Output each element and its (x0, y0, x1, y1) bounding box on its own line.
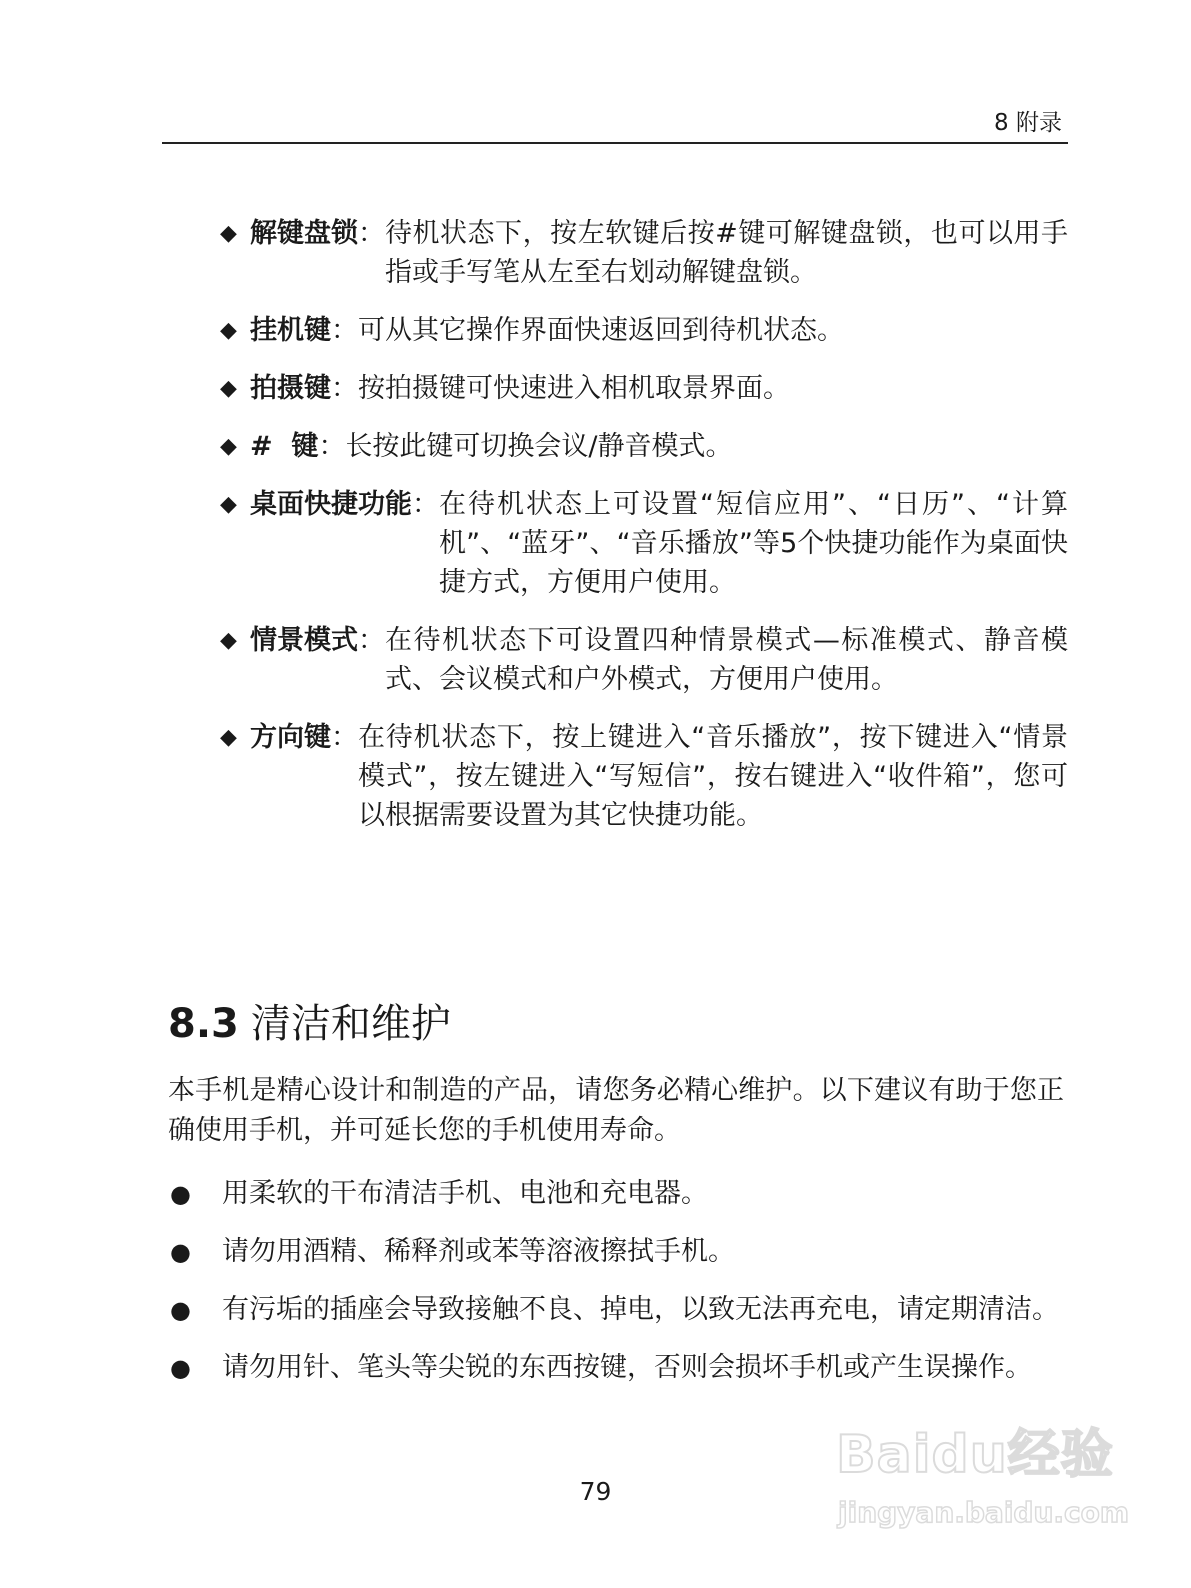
key-colon: ： (358, 218, 385, 249)
key-description: 在待机状态上可设置“短信应用”、“日历”、“计算机”、“蓝牙”、“音乐播放”等5个快捷功能作为桌面快捷方式，方便用户使用。 (439, 489, 1068, 598)
diamond-bullet-icon: ◆ (220, 725, 237, 750)
section-number: 8.3 (168, 1001, 239, 1047)
key-name: 桌面快捷功能 (250, 489, 412, 520)
list-item (220, 427, 1068, 466)
chapter-label: 8 附录 (994, 110, 1062, 136)
list-item (220, 718, 1068, 835)
key-name: 拍摄键 (250, 373, 331, 404)
care-text: 请勿用针、笔头等尖锐的东西按键，否则会损坏手机或产生误操作。 (222, 1352, 1032, 1383)
key-name: 解键盘锁 (250, 218, 358, 249)
key-name: 方向键 (250, 722, 331, 753)
diamond-bullet-icon: ◆ (220, 492, 237, 517)
key-description: 长按此键可切换会议/静音模式。 (345, 431, 733, 462)
care-text: 请勿用酒精、稀释剂或苯等溶液擦拭手机。 (222, 1236, 735, 1267)
list-item (220, 214, 1068, 292)
care-text: 有污垢的插座会导致接触不良、掉电，以致无法再充电，请定期清洁。 (222, 1294, 1059, 1325)
key-colon: ： (318, 431, 346, 462)
key-description: 在待机状态下可设置四种情景模式—标准模式、静音模式、会议模式和户外模式，方便用户使用。 (385, 625, 1068, 695)
diamond-bullet-icon: ◆ (220, 376, 237, 401)
section-title: 清洁和维护 (250, 1001, 451, 1047)
list-item (168, 1348, 1064, 1388)
list-item (168, 1290, 1064, 1330)
diamond-bullet-icon: ◆ (220, 318, 237, 343)
key-name: 挂机键 (250, 315, 331, 346)
key-colon: ： (331, 315, 358, 346)
care-list (168, 1174, 1064, 1406)
watermark-url: jingyan.baidu.com (838, 1496, 1130, 1529)
key-name: 情景模式 (250, 625, 358, 656)
watermark-brand: Baidu经验 (836, 1425, 1114, 1485)
bullet-dot-icon: ● (170, 1296, 191, 1324)
diamond-bullet-icon: ◆ (220, 434, 237, 459)
baidu-watermark (828, 1396, 1130, 1556)
list-item (220, 485, 1068, 602)
section-heading (168, 992, 451, 1049)
page-number: 79 (579, 1477, 612, 1506)
list-item (220, 621, 1068, 699)
care-text: 用柔软的干布清洁手机、电池和充电器。 (222, 1178, 708, 1209)
bullet-dot-icon: ● (170, 1354, 191, 1382)
diamond-bullet-icon: ◆ (220, 221, 237, 246)
key-description: 按拍摄键可快速进入相机取景界面。 (358, 373, 790, 404)
key-description: 在待机状态下，按上键进入“音乐播放”，按下键进入“情景模式”，按左键进入“写短信”，按右键进入“收件箱”，您可以根据需要设置为其它快捷功能。 (358, 722, 1068, 831)
page-header (162, 98, 1068, 144)
key-colon: ： (331, 722, 358, 753)
list-item (168, 1174, 1064, 1214)
bullet-dot-icon: ● (170, 1238, 191, 1266)
diamond-bullet-icon: ◆ (220, 628, 237, 653)
key-colon: ： (358, 625, 385, 656)
key-description: 待机状态下，按左软键后按#键可解键盘锁，也可以用手指或手写笔从左至右划动解键盘锁。 (385, 218, 1068, 288)
list-item (220, 311, 1068, 350)
key-function-list (220, 214, 1068, 854)
key-colon: ： (331, 373, 358, 404)
list-item (220, 369, 1068, 408)
intro-paragraph: 本手机是精心设计和制造的产品，请您务必精心维护。以下建议有助于您正确使用手机，并可延长您的手机使用寿命。 (168, 1075, 1064, 1146)
key-colon: ： (412, 489, 439, 520)
bullet-dot-icon: ● (170, 1180, 191, 1208)
key-name: # 键 (250, 431, 319, 462)
key-description: 可从其它操作界面快速返回到待机状态。 (358, 315, 844, 346)
list-item (168, 1232, 1064, 1272)
